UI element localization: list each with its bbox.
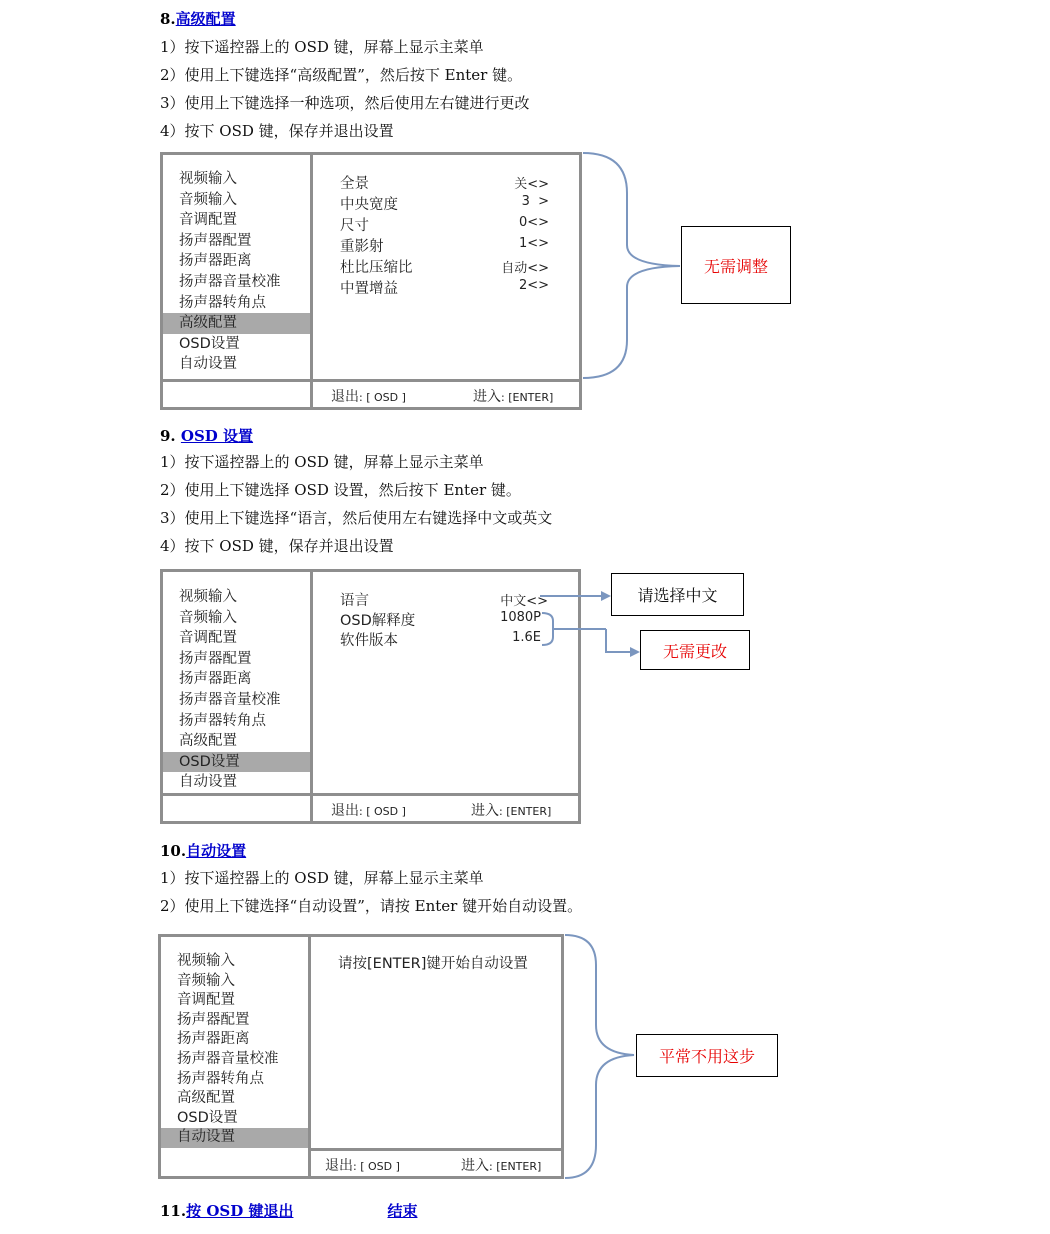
menu-item-advanced[interactable]: 高级配置 [179, 733, 237, 750]
brace-section-8 [583, 153, 680, 378]
exit-hint [331, 800, 406, 820]
exit-title: 按 OSD 键退出 [186, 1202, 294, 1220]
section-10-link[interactable]: 自动设置 [186, 842, 247, 860]
section-8-link[interactable]: 高级配置 [175, 10, 236, 28]
section-11-heading [160, 1200, 417, 1221]
enter-label: 进入 [471, 803, 499, 819]
section-number: 11. [160, 1202, 187, 1220]
brace-section-10 [565, 935, 634, 1178]
sec10-step-2: 2）使用上下键选择“自动设置”，请按 Enter 键开始自动设置。 [160, 897, 583, 915]
enter-hint [471, 800, 551, 820]
osd-screen-osd-settings [160, 569, 581, 824]
menu-item-speaker-distance[interactable]: 扬声器距离 [177, 1031, 250, 1048]
option-dolby-compression[interactable]: 杜比压缩比 [340, 260, 413, 276]
value-size: 0<> [518, 215, 549, 230]
enter-label: 进入 [461, 1158, 489, 1174]
exit-key: : [ OSD ] [359, 391, 406, 404]
menu-item-tone[interactable]: 音调配置 [177, 992, 235, 1009]
menu-item-osd[interactable]: OSD设置 [179, 335, 240, 352]
option-software-version[interactable]: 软件版本 [340, 633, 398, 649]
menu-item-speaker-config[interactable]: 扬声器配置 [177, 1011, 250, 1028]
menu-item-audio-input[interactable]: 音频输入 [179, 609, 237, 626]
sec8-step-1: 1）按下遥控器上的 OSD 键，屏幕上显示主菜单 [160, 38, 484, 56]
option-center-width[interactable]: 中央宽度 [340, 197, 398, 213]
value-panorama: 关<> [514, 177, 549, 192]
menu-item-speaker-crossover[interactable]: 扬声器转角点 [179, 712, 266, 729]
menu-item-speaker-distance[interactable]: 扬声器距离 [179, 253, 252, 270]
enter-key: : [ENTER] [489, 1160, 542, 1173]
arrowhead-language [601, 591, 611, 601]
menu-item-auto-selected[interactable]: 自动设置 [161, 1128, 308, 1148]
menu-item-audio-input[interactable]: 音频输入 [179, 191, 237, 208]
osd-options [313, 572, 578, 821]
osd-footer [163, 793, 578, 821]
note-not-usually-needed: 平常不用这步 [636, 1034, 778, 1077]
menu-item-speaker-distance[interactable]: 扬声器距离 [179, 671, 252, 688]
enter-hint [473, 386, 553, 406]
note-choose-chinese: 请选择中文 [611, 573, 744, 616]
osd-menu [161, 937, 311, 1176]
sec9-step-3: 3）使用上下键选择“语言，然后使用左右键选择中文或英文 [160, 509, 553, 527]
osd-screen-advanced [160, 152, 582, 410]
value-remap: 1<> [518, 236, 549, 251]
note-no-change: 无需更改 [640, 630, 750, 670]
osd-footer [163, 379, 579, 407]
section-9-link[interactable]: OSD 设置 [180, 427, 254, 445]
menu-item-speaker-level[interactable]: 扬声器音量校准 [179, 691, 281, 708]
connector-section-9 [606, 629, 632, 652]
option-center-gain[interactable]: 中置增益 [340, 281, 398, 297]
sec8-step-3: 3）使用上下键选择一种选项，然后使用左右键进行更改 [160, 94, 530, 112]
enter-key: : [ENTER] [499, 805, 552, 818]
osd-menu [163, 155, 313, 407]
exit-label: 退出 [331, 389, 359, 405]
option-osd-resolution[interactable]: OSD解释度 [340, 613, 416, 629]
section-number: 10. [160, 842, 187, 860]
menu-item-advanced-selected[interactable]: 高级配置 [163, 313, 310, 334]
exit-hint [325, 1155, 400, 1175]
menu-item-osd-selected[interactable]: OSD设置 [163, 752, 310, 773]
menu-item-speaker-level[interactable]: 扬声器音量校准 [179, 273, 281, 290]
menu-item-speaker-level[interactable]: 扬声器音量校准 [177, 1050, 279, 1067]
option-size[interactable]: 尺寸 [340, 218, 369, 234]
enter-hint [461, 1155, 541, 1175]
section-9-heading [160, 425, 253, 446]
menu-item-speaker-crossover[interactable]: 扬声器转角点 [177, 1070, 264, 1087]
note-no-adjust: 无需调整 [681, 226, 791, 304]
value-language: 中文<> [500, 594, 548, 609]
section-11-link[interactable] [186, 1202, 417, 1220]
option-remap[interactable]: 重影射 [340, 239, 384, 255]
section-number: 8. [160, 10, 176, 28]
option-language[interactable]: 语言 [340, 593, 369, 609]
exit-key: : [ OSD ] [359, 805, 406, 818]
exit-key: : [ OSD ] [353, 1160, 400, 1173]
arrowhead-no-change [630, 647, 640, 657]
osd-footer [311, 1148, 561, 1176]
title-gap [293, 1202, 387, 1220]
menu-item-advanced[interactable]: 高级配置 [177, 1090, 235, 1107]
menu-item-tone[interactable]: 音调配置 [179, 630, 237, 647]
menu-item-video-input[interactable]: 视频输入 [179, 589, 237, 605]
end-title: 结束 [387, 1202, 418, 1220]
menu-item-speaker-config[interactable]: 扬声器配置 [179, 232, 252, 249]
sec9-step-2: 2）使用上下键选择 OSD 设置，然后按下 Enter 键。 [160, 481, 521, 499]
exit-hint [331, 386, 406, 406]
menu-item-speaker-crossover[interactable]: 扬声器转角点 [179, 294, 266, 311]
section-10-heading [160, 840, 246, 861]
osd-menu [163, 572, 313, 821]
osd-options [311, 937, 561, 1176]
sec8-step-4: 4）按下 OSD 键，保存并退出设置 [160, 122, 394, 140]
enter-key: : [ENTER] [501, 391, 554, 404]
menu-item-auto[interactable]: 自动设置 [179, 356, 237, 373]
value-osd-resolution: 1080P [500, 610, 541, 625]
sec9-step-4: 4）按下 OSD 键，保存并退出设置 [160, 537, 394, 555]
section-8-heading [160, 8, 236, 29]
exit-label: 退出 [331, 803, 359, 819]
exit-label: 退出 [325, 1158, 353, 1174]
menu-item-speaker-config[interactable]: 扬声器配置 [179, 650, 252, 667]
auto-setup-prompt: 请按[ENTER]键开始自动设置 [338, 956, 528, 972]
sec8-step-2: 2）使用上下键选择“高级配置”，然后按下 Enter 键。 [160, 66, 523, 84]
sec9-step-1: 1）按下遥控器上的 OSD 键，屏幕上显示主菜单 [160, 453, 484, 471]
menu-item-auto[interactable]: 自动设置 [179, 774, 237, 791]
sec10-step-1: 1）按下遥控器上的 OSD 键，屏幕上显示主菜单 [160, 869, 484, 887]
option-panorama[interactable]: 全景 [340, 176, 369, 192]
value-dolby-compression: 自动<> [501, 261, 549, 276]
section-number: 9. [160, 427, 176, 445]
value-center-width: 3 > [521, 194, 549, 209]
value-center-gain: 2<> [518, 278, 549, 293]
value-software-version: 1.6E [512, 630, 541, 645]
osd-options [313, 155, 579, 407]
menu-item-osd[interactable]: OSD设置 [177, 1109, 238, 1126]
enter-label: 进入 [473, 389, 501, 405]
menu-item-tone[interactable]: 音调配置 [179, 212, 237, 229]
menu-item-video-input[interactable]: 视频输入 [179, 171, 237, 187]
menu-item-audio-input[interactable]: 音频输入 [177, 972, 235, 989]
menu-item-video-input[interactable]: 视频输入 [177, 953, 235, 969]
osd-screen-auto [158, 934, 564, 1179]
